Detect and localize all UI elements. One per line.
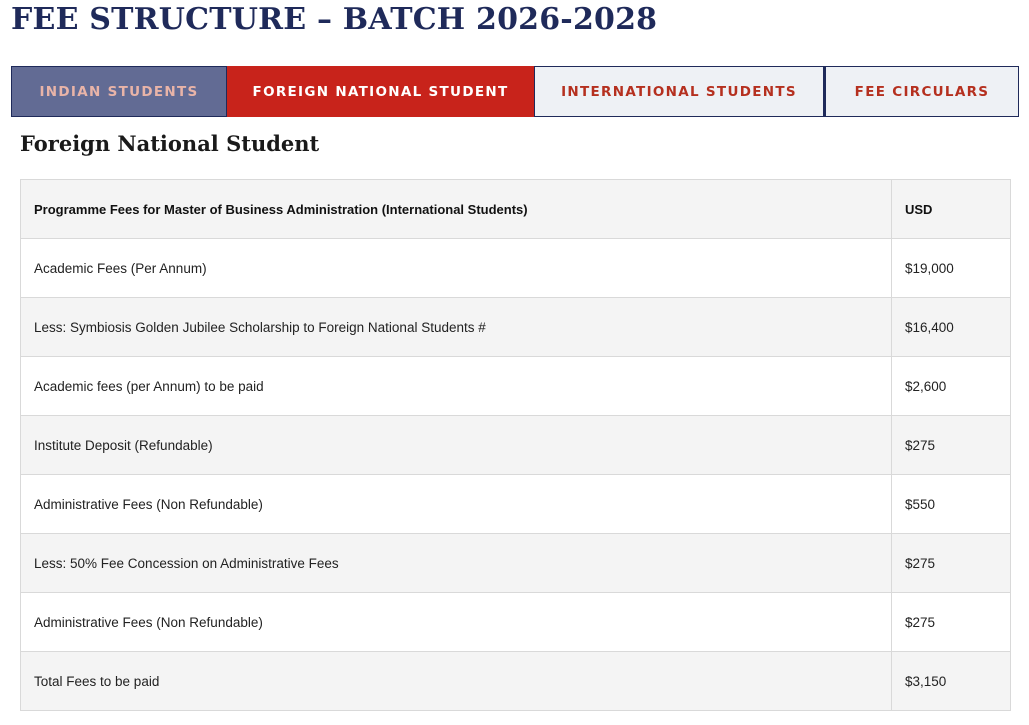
row-description: Academic Fees (Per Annum) xyxy=(21,239,892,298)
row-amount: $19,000 xyxy=(892,239,1011,298)
page-title: FEE STRUCTURE – BATCH 2026-2028 xyxy=(11,2,658,37)
row-amount: $16,400 xyxy=(892,298,1011,357)
tab-fee-circulars[interactable]: FEE CIRCULARS xyxy=(824,66,1019,117)
table-row xyxy=(21,416,1011,475)
row-description: Institute Deposit (Refundable) xyxy=(21,416,892,475)
table-row xyxy=(21,357,1011,416)
table-row xyxy=(21,239,1011,298)
table-header-row xyxy=(21,180,1011,239)
tab-indian-students[interactable]: INDIAN STUDENTS xyxy=(11,66,227,117)
row-description: Administrative Fees (Non Refundable) xyxy=(21,593,892,652)
table-row xyxy=(21,593,1011,652)
row-amount: $275 xyxy=(892,534,1011,593)
tab-international-students[interactable]: INTERNATIONAL STUDENTS xyxy=(534,66,824,117)
row-description: Administrative Fees (Non Refundable) xyxy=(21,475,892,534)
fee-tabs xyxy=(11,66,1019,117)
row-description: Total Fees to be paid xyxy=(21,652,892,711)
section-title: Foreign National Student xyxy=(20,131,320,156)
row-amount: $275 xyxy=(892,416,1011,475)
row-description: Less: Symbiosis Golden Jubilee Scholarship to Foreign National Students # xyxy=(21,298,892,357)
row-amount: $275 xyxy=(892,593,1011,652)
row-amount: $2,600 xyxy=(892,357,1011,416)
table-row xyxy=(21,298,1011,357)
table-row xyxy=(21,534,1011,593)
table-row xyxy=(21,475,1011,534)
tab-foreign-national-student[interactable]: FOREIGN NATIONAL STUDENT xyxy=(227,66,534,117)
row-description: Academic fees (per Annum) to be paid xyxy=(21,357,892,416)
fee-table xyxy=(20,179,1011,711)
header-description: Programme Fees for Master of Business Administration (International Students) xyxy=(21,180,892,239)
row-amount: $550 xyxy=(892,475,1011,534)
header-amount: USD xyxy=(892,180,1011,239)
row-amount: $3,150 xyxy=(892,652,1011,711)
row-description: Less: 50% Fee Concession on Administrative Fees xyxy=(21,534,892,593)
table-row-total xyxy=(21,652,1011,711)
